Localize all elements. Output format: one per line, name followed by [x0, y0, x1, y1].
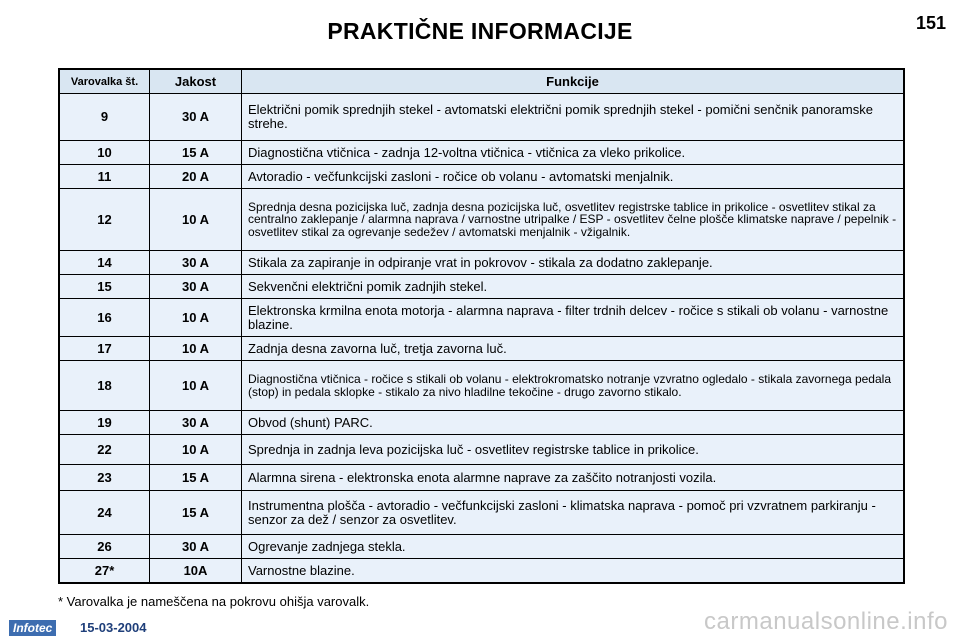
- function-cell: Sprednja desna pozicijska luč, zadnja desna pozicijska luč, osvetlitev registrske tablice in prikolice - osvetlitev stikal za centralno zaklepanje / alarmna naprava / varnostne utripalke / ESP - osvetlitev čelne plošče klimatske naprave / pepelnik - osvetlitev stikal za ogrevanje sedežev / avtomatski menjalnik - vžigalnik.: [242, 189, 904, 251]
- amperage-cell: 10 A: [150, 435, 242, 465]
- table-row: [60, 559, 904, 583]
- amperage-cell: 30 A: [150, 535, 242, 559]
- table-row: [60, 165, 904, 189]
- fuse-number-cell: 9: [60, 94, 150, 141]
- function-cell: Ogrevanje zadnjega stekla.: [242, 535, 904, 559]
- amperage-cell: 10 A: [150, 337, 242, 361]
- fuse-number-cell: 12: [60, 189, 150, 251]
- amperage-cell: 15 A: [150, 465, 242, 491]
- table-row: [60, 251, 904, 275]
- table-row: [60, 465, 904, 491]
- function-cell: Zadnja desna zavorna luč, tretja zavorna luč.: [242, 337, 904, 361]
- table-row: [60, 491, 904, 535]
- function-cell: Diagnostična vtičnica - zadnja 12-voltna vtičnica - vtičnica za vleko prikolice.: [242, 141, 904, 165]
- fuse-number-cell: 27*: [60, 559, 150, 583]
- function-cell: Avtoradio - večfunkcijski zasloni - ročice ob volanu - avtomatski menjalnik.: [242, 165, 904, 189]
- table-row: [60, 435, 904, 465]
- page-title: PRAKTIČNE INFORMACIJE: [327, 18, 633, 44]
- watermark: carmanualsonline.info: [704, 608, 948, 635]
- table-row: [60, 337, 904, 361]
- fuse-number-cell: 24: [60, 491, 150, 535]
- function-cell: Električni pomik sprednjih stekel - avtomatski električni pomik sprednjih stekel - pomični senčnik panoramske strehe.: [242, 94, 904, 141]
- table-row: [60, 535, 904, 559]
- amperage-cell: 30 A: [150, 411, 242, 435]
- table-row: [60, 94, 904, 141]
- function-cell: Instrumentna plošča - avtoradio - večfunkcijski zasloni - klimatska naprava - pomoč pri vzvratnem parkiranju - senzor za dež / senzor za osvetlitev.: [242, 491, 904, 535]
- fuse-number-cell: 17: [60, 337, 150, 361]
- function-cell: Alarmna sirena - elektronska enota alarmne naprave za zaščito notranjosti vozila.: [242, 465, 904, 491]
- table-row: [60, 275, 904, 299]
- header-fuse-number: Varovalka št.: [60, 70, 150, 94]
- table-header-row: [60, 70, 904, 94]
- fuse-number-cell: 19: [60, 411, 150, 435]
- fuse-number-cell: 11: [60, 165, 150, 189]
- fuse-number-cell: 10: [60, 141, 150, 165]
- footer-date: 15-03-2004: [80, 620, 147, 635]
- amperage-cell: 15 A: [150, 141, 242, 165]
- page-number: 151: [915, 13, 946, 33]
- amperage-cell: 10 A: [150, 299, 242, 337]
- function-cell: Obvod (shunt) PARC.: [242, 411, 904, 435]
- amperage-cell: 30 A: [150, 251, 242, 275]
- function-cell: Diagnostična vtičnica - ročice s stikali ob volanu - elektrokromatsko notranje vzvratno ogledalo - stikala zavornega pedala (stop) in pedala sklopke - stikalo za nivo hladilne tekočine - drugo zavorno stikalo.: [242, 361, 904, 411]
- table-row: [60, 411, 904, 435]
- footnote: * Varovalka je nameščena na pokrovu ohišja varovalk.: [58, 594, 370, 609]
- function-cell: Sprednja in zadnja leva pozicijska luč - osvetlitev registrske tablice in prikolice.: [242, 435, 904, 465]
- table-row: [60, 361, 904, 411]
- fuse-number-cell: 14: [60, 251, 150, 275]
- header-functions: Funkcije: [242, 70, 904, 94]
- amperage-cell: 15 A: [150, 491, 242, 535]
- infotec-logo: Infotec: [9, 620, 56, 636]
- table-body: [60, 94, 904, 583]
- table-row: [60, 141, 904, 165]
- fuse-table: [58, 68, 905, 584]
- table-row: [60, 189, 904, 251]
- fuse-number-cell: 23: [60, 465, 150, 491]
- table-row: [60, 299, 904, 337]
- amperage-cell: 10 A: [150, 189, 242, 251]
- amperage-cell: 20 A: [150, 165, 242, 189]
- amperage-cell: 10 A: [150, 361, 242, 411]
- function-cell: Stikala za zapiranje in odpiranje vrat in pokrovov - stikala za dodatno zaklepanje.: [242, 251, 904, 275]
- fuse-number-cell: 26: [60, 535, 150, 559]
- amperage-cell: 10A: [150, 559, 242, 583]
- function-cell: Varnostne blazine.: [242, 559, 904, 583]
- fuse-number-cell: 22: [60, 435, 150, 465]
- fuse-number-cell: 16: [60, 299, 150, 337]
- amperage-cell: 30 A: [150, 275, 242, 299]
- function-cell: Sekvenčni električni pomik zadnjih stekel.: [242, 275, 904, 299]
- header-amperage: Jakost: [150, 70, 242, 94]
- fuse-number-cell: 15: [60, 275, 150, 299]
- amperage-cell: 30 A: [150, 94, 242, 141]
- fuse-number-cell: 18: [60, 361, 150, 411]
- function-cell: Elektronska krmilna enota motorja - alarmna naprava - filter trdnih delcev - ročice s stikali ob volanu - varnostne blazine.: [242, 299, 904, 337]
